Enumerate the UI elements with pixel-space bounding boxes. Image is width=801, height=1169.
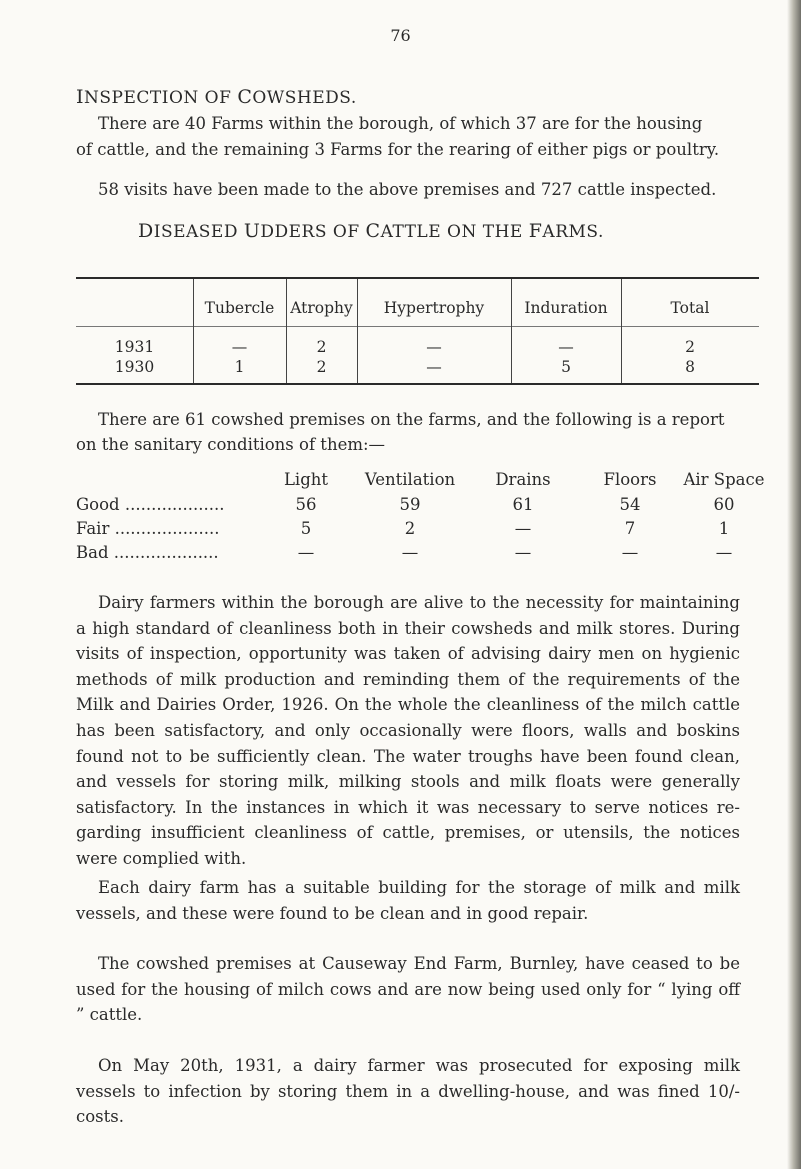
table-cell: 7 (624, 519, 636, 538)
column-header: Air Space (683, 470, 765, 489)
table-cell: 59 (399, 495, 421, 514)
table-cell: — (426, 358, 442, 376)
column-header: Tubercle (204, 299, 275, 317)
column-header: Drains (495, 470, 551, 489)
column-header: Total (670, 299, 710, 317)
table-rule-header (76, 326, 759, 327)
column-header: Hypertrophy (383, 299, 485, 317)
table-cell: 2 (316, 358, 327, 376)
row-label: Fair .................... (76, 519, 220, 538)
table-cell: 5 (300, 519, 312, 538)
table-cell: — (401, 543, 419, 562)
table-cell: — (426, 338, 442, 356)
table-cell: — (514, 543, 532, 562)
table-cell: 8 (685, 358, 695, 376)
row-label: Good ................... (76, 495, 225, 514)
intro-line-2: of cattle, and the remaining 3 Farms for the rearing of either pigs or poultry. (76, 140, 720, 159)
section-heading-inspection: INSPECTION OF COWSHEDS. (76, 86, 357, 108)
cowshed-line-2: on the sanitary conditions of them:— (76, 435, 386, 454)
section-heading-udders: DISEASED UDDERS OF CATTLE ON THE FARMS. (138, 220, 604, 242)
table-cell: 1 (718, 519, 730, 538)
table-cell: — (621, 543, 639, 562)
table-cell: 54 (619, 495, 641, 514)
row-year: 1931 (114, 338, 155, 356)
table-rule-top (76, 277, 759, 279)
paragraph-prosecution: On May 20th, 1931, a dairy farmer was prosecuted for exposing milk vessels to infection by storing them in a dwelling-house, and was fined 10/- costs. (76, 1056, 740, 1127)
column-header: Ventilation (364, 470, 456, 489)
paragraph-storage: Each dairy farm has a suitable building for the storage of milk and milk vessels, and these were found to be clean and in good repair. (76, 878, 740, 923)
table-cell: 2 (316, 338, 327, 356)
cowshed-line-1: There are 61 cowshed premises on the farms, and the following is a report (98, 410, 725, 429)
paragraph-dairy-farmers: Dairy farmers within the borough are alive to the necessity for maintaining a high standard of cleanliness both in their cowsheds and milk stores. During visits of inspection, opportunity was taken of advising dairy men on hygienic methods of milk production and reminding them of the requirements of the Milk and Dairies Order, 1926. On the whole the cleanliness of the milch cattle has been satisfactory, and only occasionally were floors, walls and boskins found not to be sufficiently clean. The water troughs have been found clean, and vessels for storing milk, milking stools and milk floats were generally satisfactory. In the instances in which it was necessary to serve notices re-garding insufficient cleanliness of cattle, premises, or utensils, the notices were complied with. (76, 593, 740, 868)
table-cell: — (231, 338, 248, 356)
visits-line: 58 visits have been made to the above premises and 727 cattle inspected. (98, 180, 717, 199)
table-cell: — (297, 543, 315, 562)
table-cell: 61 (512, 495, 534, 514)
column-header: Atrophy (290, 299, 353, 317)
table-cell: 2 (404, 519, 416, 538)
page-number: 76 (390, 26, 411, 45)
table-cell: 1 (234, 358, 245, 376)
table-cell: 2 (685, 338, 695, 356)
column-header: Light (283, 470, 329, 489)
column-header: Induration (524, 299, 608, 317)
table-cell: — (558, 338, 574, 356)
udders-table (76, 277, 759, 385)
paragraph-causeway-end: The cowshed premises at Causeway End Farm, Burnley, have ceased to be used for the housing of milch cows and are now being used only for “ lying off ” cattle. (76, 954, 740, 1025)
table-rule-bottom (76, 383, 759, 385)
page-edge-shadow (787, 0, 801, 1169)
table-cell: — (715, 543, 733, 562)
table-cell: — (514, 519, 532, 538)
row-year: 1930 (114, 358, 155, 376)
intro-line-1: There are 40 Farms within the borough, of which 37 are for the housing (98, 114, 703, 133)
table-cell: 60 (713, 495, 735, 514)
table-cell: 56 (295, 495, 317, 514)
row-label: Bad .................... (76, 543, 219, 562)
sanitary-table (76, 470, 765, 570)
table-cell: 5 (561, 358, 571, 376)
column-header: Floors (603, 470, 657, 489)
